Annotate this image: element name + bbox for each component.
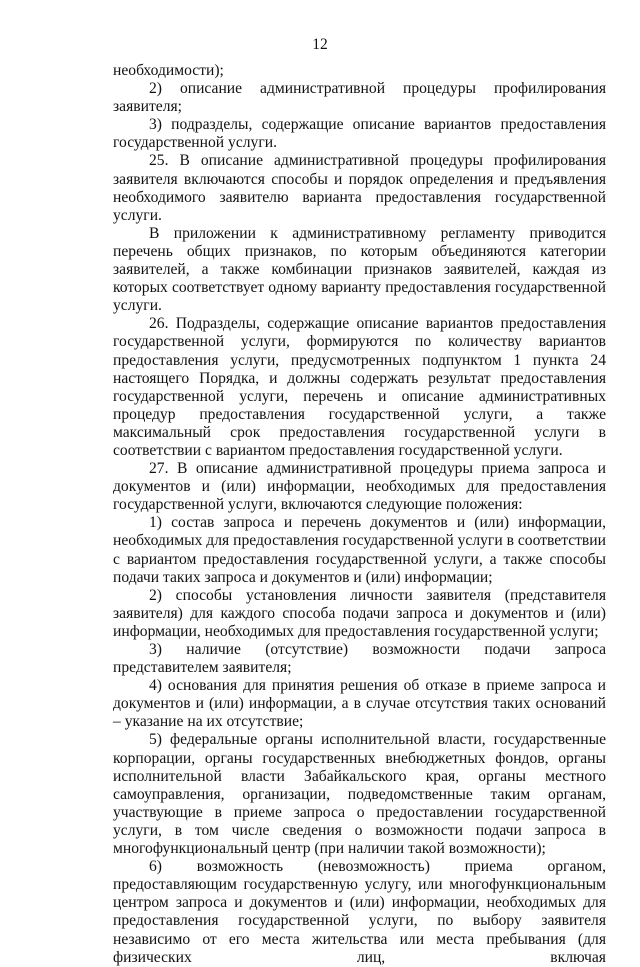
paragraph: 6) возможность (невозможность) приема органом, предоставляющим государственную услугу, или многофункциональным центром запроса и документов и (или) информации, необходимых для предоставления государственной услуги, по выбору заявителя независимо от его места жительства или места пребывания (для физических лиц, включая [113,858,606,966]
paragraph: 1) состав запроса и перечень документов и (или) информации, необходимых для предоставления государственной услуги в соответствии с вариантом предоставления государственной услуги, а также способы подачи таких запроса и документов и (или) информации; [113,514,606,586]
document-body [113,62,606,967]
paragraph: 26. Подразделы, содержащие описание вариантов предоставления государственной услуги, формируются по количеству вариантов предоставления услуги, предусмотренных подпунктом 1 пункта 24 настоящего Порядка, и должны содержать результат предоставления государственной услуги, перечень и описание административных процедур предоставления государственной услуги, а также максимальный срок предоставления государственной услуги в соответствии с вариантом предоставления государственной услуги. [113,315,606,459]
page-number: 12 [312,36,328,53]
paragraph: 3) подразделы, содержащие описание вариантов предоставления государственной услуги. [113,116,606,152]
paragraph: 5) федеральные органы исполнительной власти, государственные корпорации, органы государственных внебюджетных фондов, органы исполнительной власти Забайкальского края, органы местного самоуправления, организации, подведомственные таким органам, участвующие в приеме запроса о предоставлении государственной услуги, в том числе сведения о возможности подачи запроса в многофункциональный центр (при наличии такой возможности); [113,731,606,858]
paragraph: необходимости); [113,62,224,79]
paragraph: 2) способы установления личности заявителя (представителя заявителя) для каждого способа подачи запроса и документов и (или) информации, необходимых для предоставления государственной услуги; [113,586,606,640]
paragraph: 4) основания для принятия решения об отказе в приеме запроса и документов и (или) информации, а в случае отсутствия таких оснований – указание на их отсутствие; [113,677,606,731]
paragraph: 3) наличие (отсутствие) возможности подачи запроса представителем заявителя; [113,641,606,677]
paragraph: В приложении к административному регламенту приводится перечень общих признаков, по которым объединяются категории заявителей, а также комбинации признаков заявителей, каждая из которых соответствует одному варианту предоставления государственной услуги. [113,224,606,315]
paragraph: 27. В описание административной процедуры приема запроса и документов и (или) информации, необходимых для предоставления государственной услуги, включаются следующие положения: [113,460,606,514]
paragraph: 25. В описание административной процедуры профилирования заявителя включаются способы и порядок определения и предъявления необходимого заявителю варианта предоставления государственной услуги. [113,152,606,224]
paragraph: 2) описание административной процедуры профилирования заявителя; [113,80,606,116]
